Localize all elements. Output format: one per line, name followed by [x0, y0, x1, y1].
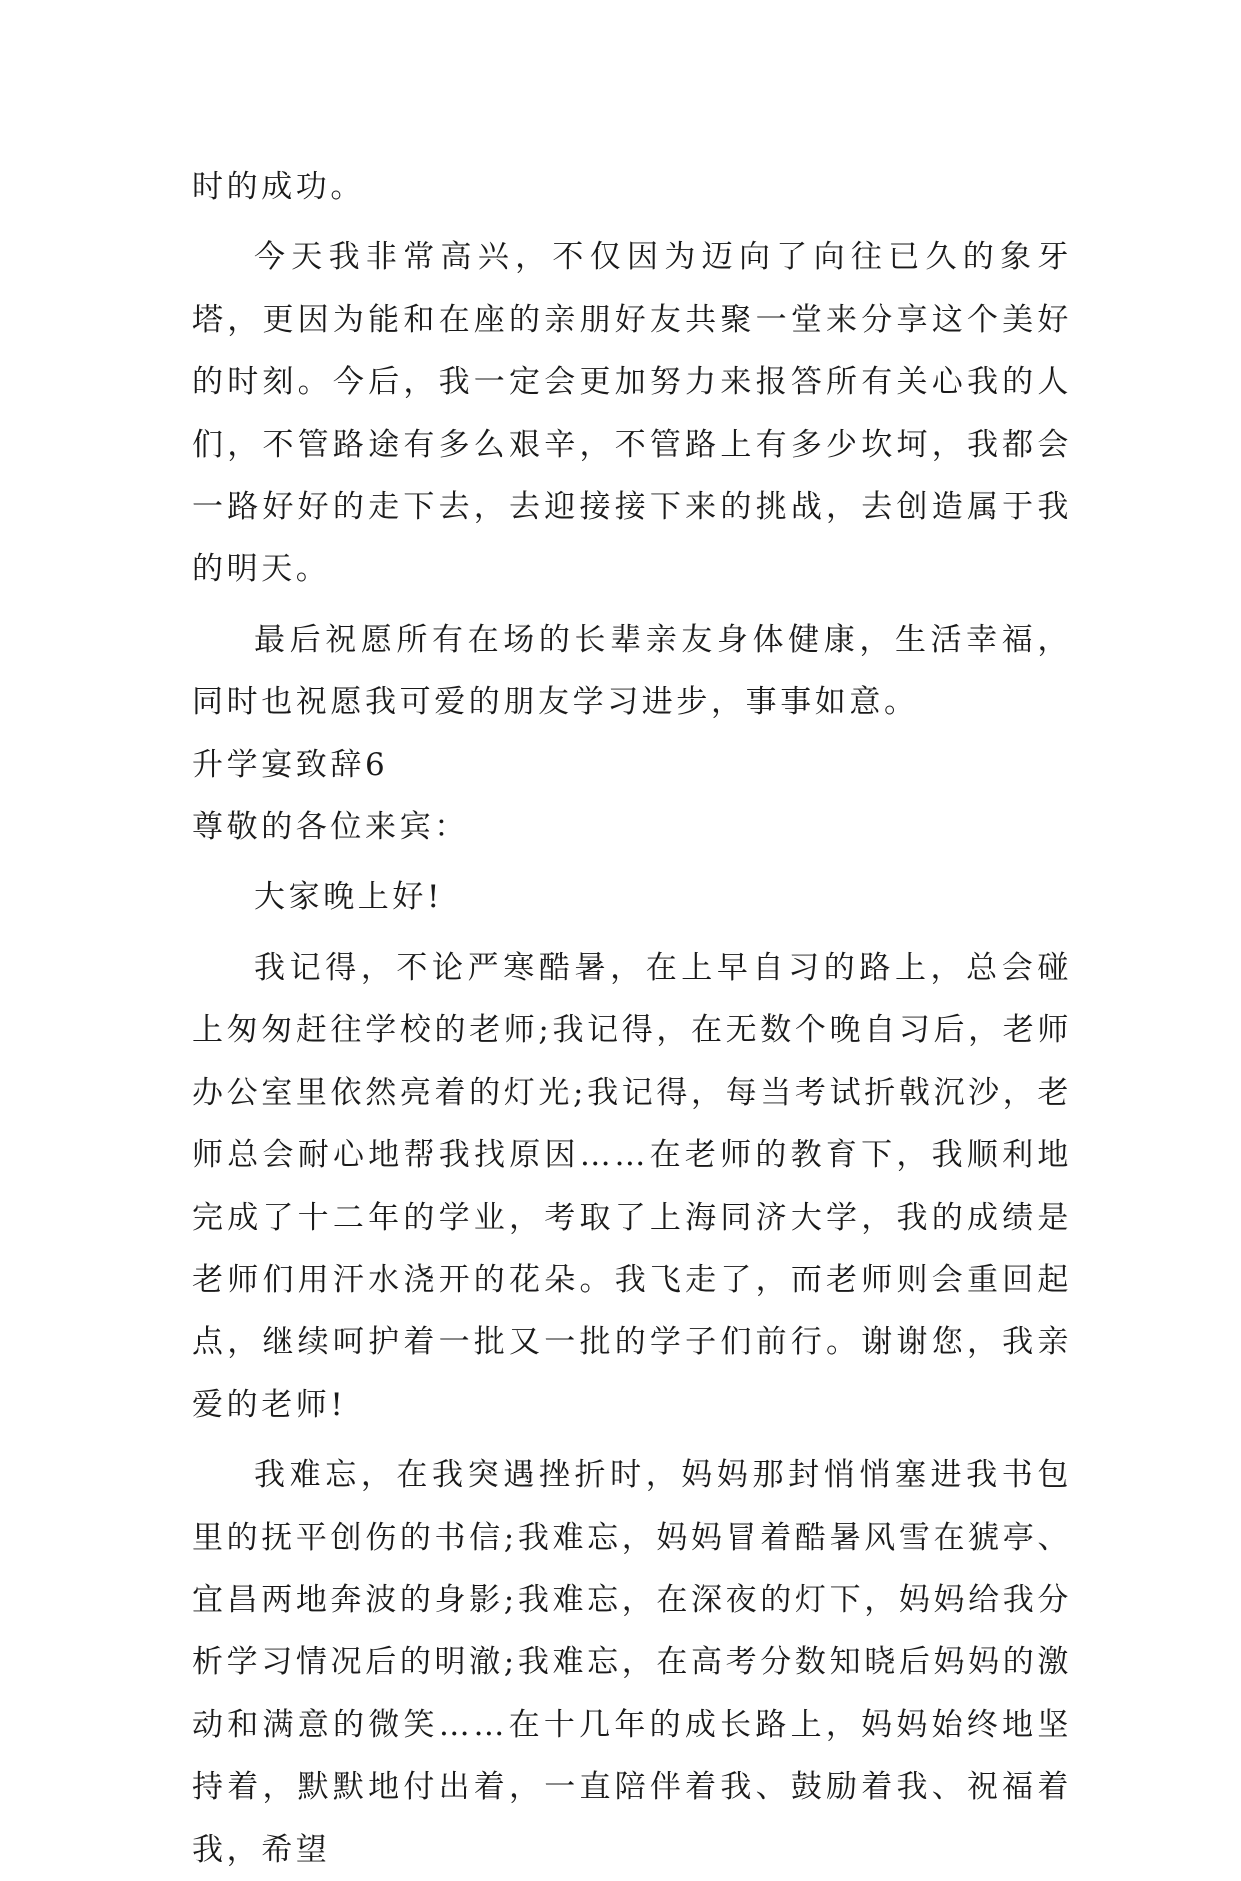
paragraph-teachers: 我记得，不论严寒酷暑，在上早自习的路上，总会碰上匆匆赶往学校的老师;我记得，在无数个晚自习后，老师办公室里依然亮着的灯光;我记得，每当考试折戟沉沙，老师总会耐心地帮我找原因……在老师的教育下，我顺利地完成了十二年的学业，考取了上海同济大学，我的成绩是老师们用汗水浇开的花朵。我飞走了，而老师则会重回起点，继续呵护着一批又一批的学子们前行。谢谢您，我亲爱的老师! — [192, 949, 1072, 1423]
paragraph-continuation: 时的成功。 — [192, 169, 365, 205]
paragraph-gratitude: 今天我非常高兴，不仅因为迈向了向往已久的象牙塔，更因为能和在座的亲朋好友共聚一堂来分享这个美好的时刻。今后，我一定会更加努力来报答所有关心我的人们，不管路途有多么艰辛，不管路上有多少坎坷，我都会一路好好的走下去，去迎接接下来的挑战，去创造属于我的明天。 — [192, 239, 1072, 588]
salutation: 尊敬的各位来宾： — [192, 809, 469, 846]
paragraph-mother: 我难忘，在我突遇挫折时，妈妈那封悄悄塞进我书包里的抚平创伤的书信;我难忘，妈妈冒着酷暑风雪在猇亭、宜昌两地奔波的身影;我难忘，在深夜的灯下，妈妈给我分析学习情况后的明澈;我难忘，在高考分数知晓后妈妈的激动和满意的微笑……在十几年的成长路上，妈妈始终地坚持着，默默地付出着，一直陪伴着我、鼓励着我、祝福着我，希望 — [192, 1457, 1072, 1868]
paragraph-wishes: 最后祝愿所有在场的长辈亲友身体健康，生活幸福，同时也祝愿我可爱的朋友学习进步，事事如意。 — [192, 621, 1072, 721]
greeting: 大家晚上好! — [254, 879, 444, 916]
section-heading: 升学宴致辞6 — [192, 746, 389, 783]
document-body — [192, 156, 1072, 1881]
